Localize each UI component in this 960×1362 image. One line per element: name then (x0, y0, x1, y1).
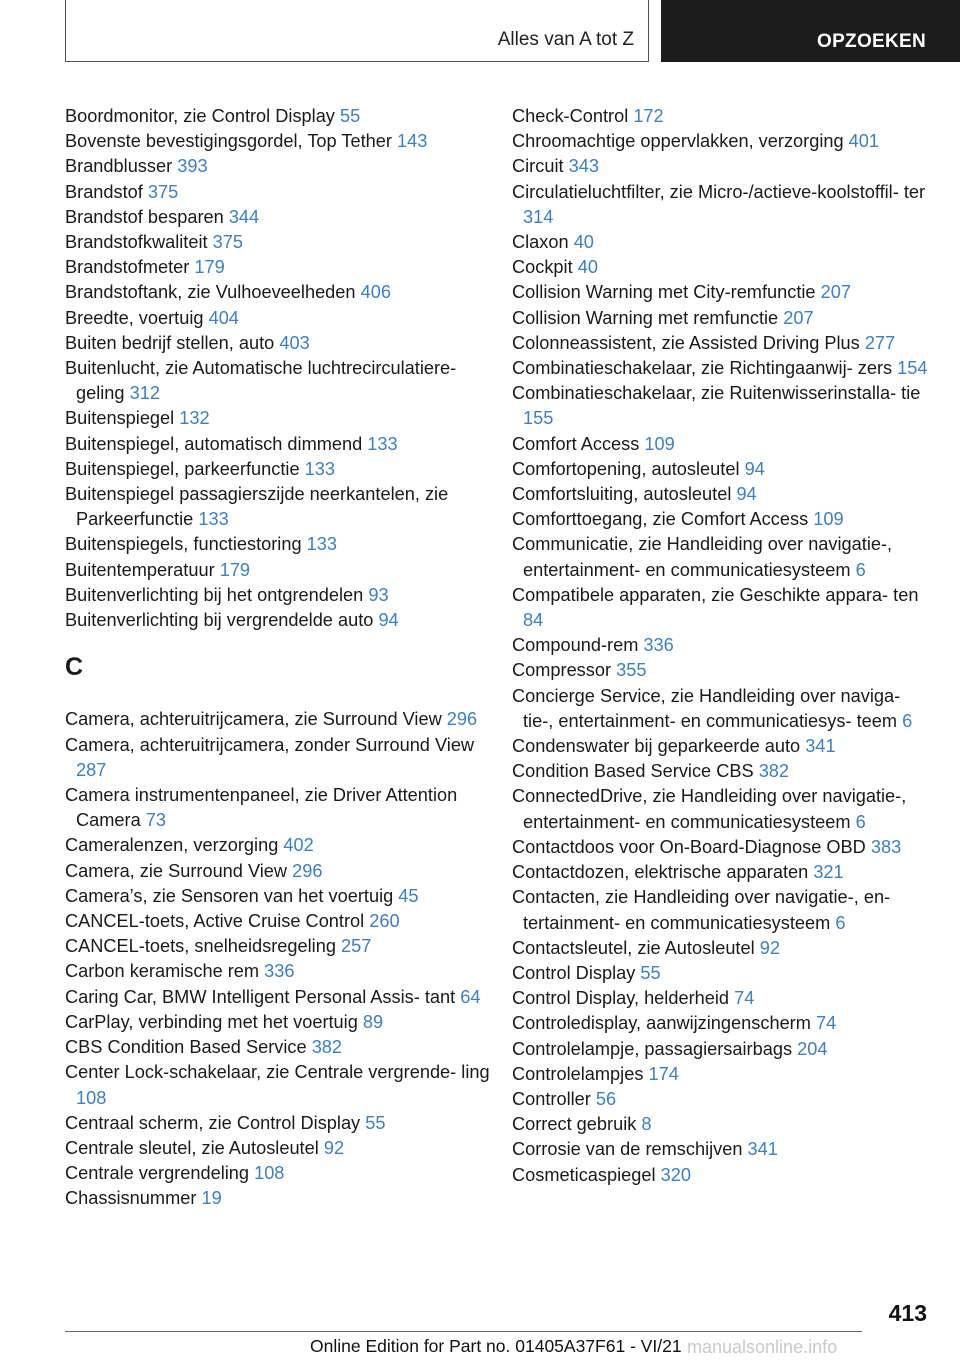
page-reference-link[interactable]: 55 (365, 1112, 386, 1133)
index-entry-text: Compatibele apparaten, zie Geschikte appara- ten (512, 584, 919, 605)
index-entry-text: Combinatieschakelaar, zie Ruitenwisserinstalla- tie (512, 383, 921, 404)
index-entry (512, 104, 932, 129)
index-entry (512, 860, 932, 885)
index-entry-text: Buitenspiegel, automatisch dimmend (65, 433, 363, 454)
page-header (0, 0, 960, 66)
page-reference-link[interactable]: 89 (362, 1011, 384, 1032)
index-entry-text: Combinatieschakelaar, zie Richtingaanwij- zers (512, 358, 893, 379)
index-entry (65, 583, 505, 608)
index-entry (65, 104, 505, 129)
index-list-c (65, 707, 505, 1211)
index-entry (65, 205, 505, 230)
index-entry (512, 507, 932, 532)
index-entry (65, 959, 505, 984)
page-reference-link[interactable]: 207 (820, 282, 851, 303)
index-entry (512, 684, 932, 734)
index-entry-text: Contacten, zie Handleiding over navigatie-, en- tertainment- en communicatiesysteem (512, 887, 891, 933)
index-entry-text: Controller (512, 1088, 591, 1109)
index-entry-text: Buitenspiegel (65, 408, 175, 429)
index-entry-text: Camera instrumentenpaneel, zie Driver Attention Camera (65, 785, 458, 831)
page-reference-link[interactable]: 404 (208, 307, 239, 328)
index-entry-text: Collision Warning met City-remfunctie (512, 282, 816, 303)
index-entry (512, 1087, 932, 1112)
index-column-left (65, 104, 505, 1212)
page-reference-link[interactable]: 6 (835, 912, 846, 933)
page-reference-link[interactable]: 341 (747, 1139, 778, 1160)
page-reference-link[interactable]: 320 (660, 1164, 691, 1185)
index-entry-text: Boordmonitor, zie Control Display (65, 106, 335, 126)
index-entry (65, 783, 505, 833)
index-entry-text: Camera, achteruitrijcamera, zonder Surround View (65, 734, 475, 755)
page-reference-link[interactable]: 74 (734, 988, 755, 1009)
index-entry-text: Contactdozen, elektrische apparaten (512, 862, 809, 883)
index-entry (512, 306, 932, 331)
index-entry (65, 1111, 505, 1136)
index-entry-text: Cameralenzen, verzorging (65, 835, 279, 856)
page-reference-link[interactable]: 260 (369, 911, 400, 932)
index-entry-text: Cockpit (512, 257, 573, 278)
index-entry (512, 482, 932, 507)
index-entry (512, 180, 932, 230)
index-entry-text: Controledisplay, aanwijzingenscherm (512, 1013, 811, 1034)
page-reference-link[interactable]: 133 (306, 534, 338, 555)
page-reference-link[interactable]: 172 (633, 106, 664, 126)
index-entry (512, 1137, 932, 1162)
index-entry-text: Comforttoegang, zie Comfort Access (512, 509, 809, 530)
page-reference-link[interactable]: 375 (147, 181, 179, 202)
page-reference-link[interactable]: 355 (616, 660, 647, 681)
page-reference-link[interactable]: 6 (902, 710, 913, 731)
index-entry-text: Condenswater bij geparkeerde auto (512, 736, 801, 757)
index-entry-text: Concierge Service, zie Handleiding over naviga- tie-, entertainment- en communicatiesys- teem (512, 685, 901, 731)
page-reference-link[interactable]: 179 (219, 559, 251, 580)
index-entry (65, 129, 505, 154)
index-entry-text: Chroomachtige oppervlakken, verzorging (512, 131, 844, 152)
index-entry-text: Carbon keramische rem (65, 961, 260, 982)
page-number: 413 (888, 1300, 927, 1326)
index-entry-text: Buitenspiegel, parkeerfunctie (65, 458, 300, 479)
page-reference-link[interactable]: 45 (398, 885, 419, 906)
page-reference-link[interactable]: 56 (595, 1088, 617, 1109)
index-entry (512, 734, 932, 759)
page-reference-link[interactable]: 133 (198, 509, 229, 530)
page-reference-link[interactable]: 257 (341, 936, 372, 957)
index-entry-text: Comfort Access (512, 433, 640, 454)
footer-watermark: manualsonline.info (687, 1337, 838, 1357)
page-reference-link[interactable]: 383 (870, 836, 902, 857)
index-entry (65, 432, 505, 457)
index-entry-text: Compressor (512, 660, 612, 681)
page-reference-link[interactable]: 393 (177, 156, 208, 177)
page-reference-link[interactable]: 84 (523, 610, 544, 631)
index-entry (512, 784, 932, 834)
index-list-b (65, 104, 505, 633)
page-reference-link[interactable]: 92 (323, 1137, 345, 1158)
page-reference-link[interactable]: 94 (744, 458, 765, 479)
index-entry-text: Controlelampjes (512, 1063, 644, 1084)
index-entry-text: Controlelampje, passagiersairbags (512, 1038, 793, 1059)
index-entry (65, 1186, 505, 1211)
index-entry (65, 909, 505, 934)
page-reference-link[interactable]: 341 (805, 736, 836, 757)
index-entry-text: Brandstof (65, 181, 143, 202)
index-entry-text: Brandstof besparen (65, 206, 224, 227)
index-entry (65, 331, 505, 356)
index-entry-text: Contactdoos voor On-Board-Diagnose OBD (512, 836, 866, 857)
page-reference-link[interactable]: 108 (254, 1163, 285, 1184)
page-reference-link[interactable]: 6 (855, 811, 866, 832)
index-entry (512, 280, 932, 305)
index-entry-text: Centrale vergrendeling (65, 1163, 250, 1184)
footer-divider (65, 1331, 862, 1332)
index-entry-text: CBS Condition Based Service (65, 1037, 307, 1058)
index-entry (65, 1161, 505, 1186)
index-entry (65, 985, 505, 1010)
index-entry (65, 1060, 505, 1110)
page-reference-link[interactable]: 108 (76, 1087, 107, 1108)
page-reference-link[interactable]: 92 (759, 937, 780, 958)
index-entry (512, 1062, 932, 1087)
page-reference-link[interactable]: 314 (523, 206, 554, 227)
index-entry-text: Centraal scherm, zie Control Display (65, 1112, 361, 1133)
index-entry (512, 432, 932, 457)
index-entry (512, 255, 932, 280)
section-letter-c: C (65, 653, 84, 682)
index-entry-text: Circuit (512, 156, 564, 177)
index-entry-text: Circulatieluchtfilter, zie Micro-/actieve-koolstoffil- ter (512, 181, 926, 202)
index-entry (65, 482, 505, 532)
index-entry (65, 859, 505, 884)
page-reference-link[interactable]: 55 (640, 962, 661, 983)
index-entry-text: Correct gebruik (512, 1114, 637, 1135)
index-entry-text: Contactsleutel, zie Autosleutel (512, 937, 755, 958)
index-entry-text: ConnectedDrive, zie Handleiding over navigatie-, entertainment- en communicatiesysteem (512, 786, 907, 832)
page-reference-link[interactable]: 133 (304, 458, 335, 479)
index-entry (512, 936, 932, 961)
index-entry (512, 356, 932, 381)
index-entry (65, 457, 505, 482)
index-entry (512, 154, 932, 179)
index-entry-text: Brandstoftank, zie Vulhoeveelheden (65, 282, 356, 303)
page-reference-link[interactable]: 277 (864, 332, 896, 353)
index-entry (65, 1136, 505, 1161)
index-entry-text: Buiten bedrijf stellen, auto (65, 332, 275, 353)
page-reference-link[interactable]: 133 (367, 433, 398, 454)
index-entry (512, 331, 932, 356)
index-entry-text: Caring Car, BMW Intelligent Personal Assis- tant (65, 986, 456, 1007)
index-entry (65, 608, 505, 633)
index-entry-text: Buitenspiegel passagierszijde neerkantelen, zie Parkeerfunctie (65, 484, 449, 530)
index-entry-text: Communicatie, zie Handleiding over navigatie-, entertainment- en communicatiesysteem (512, 534, 893, 580)
index-entry-text: Collision Warning met remfunctie (512, 307, 779, 328)
page-reference-link[interactable]: 312 (129, 383, 160, 404)
section-title-box (65, 0, 649, 62)
index-entry-text: Control Display, helderheid (512, 988, 730, 1009)
page-reference-link[interactable]: 94 (736, 484, 757, 505)
page-reference-link[interactable]: 321 (813, 862, 844, 883)
index-entry-text: Breedte, voertuig (65, 307, 204, 328)
index-entry-text: Brandblusser (65, 156, 173, 177)
index-entry (65, 154, 505, 179)
index-entry (512, 1011, 932, 1036)
page-reference-link[interactable]: 154 (897, 358, 928, 379)
page-reference-link[interactable]: 109 (644, 433, 675, 454)
page-reference-link[interactable]: 55 (339, 106, 361, 126)
page-reference-link[interactable]: 73 (145, 810, 166, 831)
page-reference-link[interactable]: 8 (641, 1114, 652, 1135)
page-reference-link[interactable]: 204 (797, 1038, 828, 1059)
index-entry (512, 381, 932, 431)
page-reference-link[interactable]: 336 (643, 635, 674, 656)
index-entry-text: Chassisnummer (65, 1188, 197, 1209)
index-entry-text: Center Lock-schakelaar, zie Centrale vergrende- ling (65, 1062, 490, 1083)
index-entry (512, 1112, 932, 1137)
index-entry-text: Colonneassistent, zie Assisted Driving Plus (512, 332, 860, 353)
page-reference-link[interactable]: 402 (283, 835, 314, 856)
index-entry-text: Buitentemperatuur (65, 559, 215, 580)
index-entry-text: Condition Based Service CBS (512, 761, 754, 782)
index-entry (65, 733, 505, 783)
page-reference-link[interactable]: 74 (815, 1013, 837, 1034)
page-reference-link[interactable]: 336 (264, 961, 295, 982)
page-reference-link[interactable]: 40 (577, 257, 598, 278)
page-reference-link[interactable]: 64 (460, 986, 481, 1007)
index-entry (65, 406, 505, 431)
index-entry (512, 658, 932, 683)
index-entry (65, 306, 505, 331)
page-reference-link[interactable]: 155 (523, 408, 554, 429)
page-reference-link[interactable]: 93 (368, 584, 389, 605)
index-entry (65, 707, 505, 732)
page-reference-link[interactable]: 344 (228, 206, 260, 227)
index-entry (65, 1010, 505, 1035)
index-entry (512, 835, 932, 860)
page-reference-link[interactable]: 40 (573, 232, 594, 253)
page-reference-link[interactable]: 401 (848, 131, 880, 152)
page-reference-link[interactable]: 382 (758, 761, 790, 782)
page-reference-link[interactable]: 174 (648, 1063, 679, 1084)
index-entry (512, 129, 932, 154)
index-entry (65, 255, 505, 280)
index-entry (512, 885, 932, 935)
index-entry (65, 280, 505, 305)
opzoeken-tab[interactable] (661, 0, 960, 62)
page-reference-link[interactable]: 143 (396, 131, 428, 152)
index-entry-text: Buitenlucht, zie Automatische luchtrecirculatiere- geling (65, 358, 457, 404)
page-reference-link[interactable]: 382 (311, 1037, 343, 1058)
page-reference-link[interactable]: 287 (76, 759, 107, 780)
index-entry (65, 532, 505, 557)
index-entry-text: Claxon (512, 232, 569, 253)
index-entry (65, 558, 505, 583)
index-entry-text: Buitenverlichting bij het ontgrendelen (65, 584, 364, 605)
index-entry-text: Camera, zie Surround View (65, 860, 288, 881)
page-reference-link[interactable]: 6 (855, 559, 866, 580)
page-reference-link[interactable]: 375 (212, 232, 243, 253)
index-entry (512, 457, 932, 482)
index-entry-text: Brandstofmeter (65, 257, 190, 278)
index-entry-text: Compound-rem (512, 635, 639, 656)
index-column-right (512, 104, 932, 1188)
index-entry (512, 633, 932, 658)
index-entry (512, 583, 932, 633)
page-reference-link[interactable]: 296 (446, 709, 478, 730)
index-entry-text: Bovenste bevestigingsgordel, Top Tether (65, 131, 392, 152)
index-entry (512, 532, 932, 582)
index-entry-text: CANCEL-toets, snelheidsregeling (65, 936, 336, 957)
footer-edition: Online Edition for Part no. 01405A37F61 - VI/21 (310, 1336, 682, 1356)
page-reference-link[interactable]: 296 (292, 860, 323, 881)
index-entry (512, 961, 932, 986)
page-reference-link[interactable]: 109 (813, 509, 844, 530)
page-reference-link[interactable]: 179 (194, 257, 225, 278)
index-entry-text: Comfortsluiting, autosleutel (512, 484, 732, 505)
index-entry-text: Buitenspiegels, functiestoring (65, 534, 302, 555)
index-entry (65, 230, 505, 255)
index-entry (512, 986, 932, 1011)
index-entry-text: Comfortopening, autosleutel (512, 458, 740, 479)
index-entry (512, 1037, 932, 1062)
page-reference-link[interactable]: 406 (360, 282, 391, 303)
index-list-c-continued (512, 104, 932, 1188)
index-entry-text: CarPlay, verbinding met het voertuig (65, 1011, 358, 1032)
index-entry-text: Corrosie van de remschijven (512, 1139, 743, 1160)
opzoeken-tab-label: OPZOEKEN (817, 31, 927, 52)
index-entry (512, 759, 932, 784)
index-entry (65, 356, 505, 406)
page-reference-link[interactable]: 94 (378, 610, 399, 631)
index-entry-text: Camera’s, zie Sensoren van het voertuig (65, 885, 394, 906)
page-reference-link[interactable]: 132 (179, 408, 210, 429)
index-entry-text: Control Display (512, 962, 636, 983)
index-entry (65, 884, 505, 909)
section-title: Alles van A tot Z (497, 29, 634, 50)
index-entry-text: CANCEL-toets, Active Cruise Control (65, 911, 365, 932)
page-reference-link[interactable]: 207 (783, 307, 814, 328)
page-reference-link[interactable]: 19 (201, 1188, 222, 1209)
index-entry-text: Centrale sleutel, zie Autosleutel (65, 1137, 319, 1158)
index-entry-text: Camera, achteruitrijcamera, zie Surround View (65, 709, 442, 730)
index-entry (65, 833, 505, 858)
index-entry (65, 934, 505, 959)
index-entry-text: Cosmeticaspiegel (512, 1164, 656, 1185)
index-entry (512, 230, 932, 255)
page-reference-link[interactable]: 343 (568, 156, 599, 177)
index-entry-text: Brandstofkwaliteit (65, 232, 208, 253)
index-entry (65, 1035, 505, 1060)
index-entry-text: Buitenverlichting bij vergrendelde auto (65, 610, 374, 631)
index-entry-text: Check-Control (512, 106, 629, 126)
index-entry (65, 180, 505, 205)
index-entry (512, 1163, 932, 1188)
page-reference-link[interactable]: 403 (279, 332, 310, 353)
